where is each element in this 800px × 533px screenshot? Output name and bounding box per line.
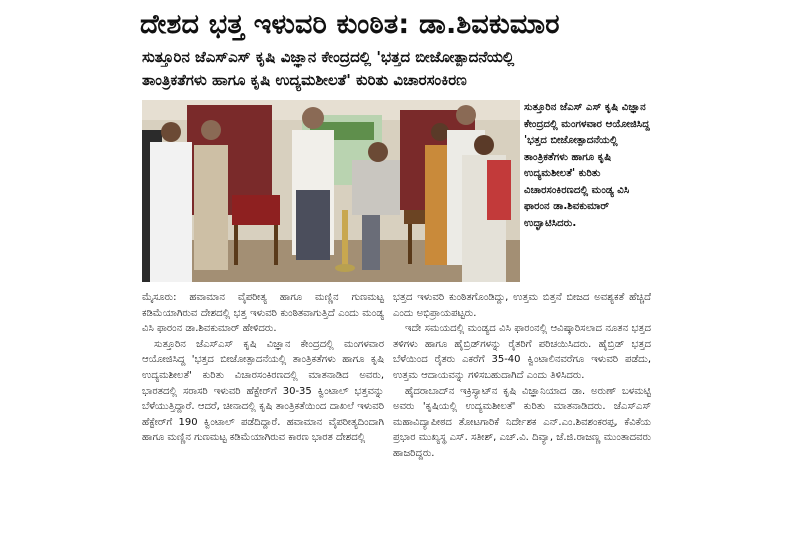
article-column-left — [142, 290, 384, 446]
article-paragraph: ಹೈದರಾಬಾದ್‌ನ ಇಕ್ರಿಸ್ಯಾಟ್‌ನ ಕೃಷಿ ವಿಜ್ಞಾನಿಯಾದ ಡಾ. ಅರುಣ್ ಬಳಮಟ್ಟಿ ಅವರು 'ಕೃಷಿಯಲ್ಲಿ ಉದ್ಯಮಶೀಲತೆ' ಕುರಿತು ಮಾತನಾಡಿದರು. ಜೆಎಸ್‌ಎಸ್ ಮಹಾವಿದ್ಯಾಪೀಠದ ತೋಟಗಾರಿಕೆ ನಿರ್ದೇಶಕ ಎನ್.ಎಂ.ಶಿವಶಂಕರಪ್ಪ, ಕೆವಿಕೆಯ ಪ್ರಭಾರ ಮುಖ್ಯಸ್ಥ ಎಸ್. ಸತೀಶ್, ಎಚ್.ವಿ. ದಿವ್ಯಾ, ಜೆ.ಜಿ.ರಾಜಣ್ಣ ಮುಂತಾದವರು ಹಾಜರಿದ್ದರು. — [393, 385, 651, 459]
subheadline-line-2: ತಾಂತ್ರಿಕತೆಗಳು ಹಾಗೂ ಕೃಷಿ ಉದ್ಯಮಶೀಲತೆ' ಕುರಿತು ವಿಚಾರಸಂಕಿರಣ — [142, 71, 467, 89]
article-subheadline — [142, 46, 662, 92]
photo-caption: ಸುತ್ತೂರಿನ ಜೆಎಸ್ ಎಸ್ ಕೃಷಿ ವಿಜ್ಞಾನ ಕೇಂದ್ರದಲ್ಲಿ ಮಂಗಳವಾರ ಆಯೋಜಿಸಿದ್ದ 'ಭತ್ತದ ಬೀಜೋತ್ಪಾದನೆಯಲ್ಲಿ ತಾಂತ್ರಿಕತೆಗಳು ಹಾಗೂ ಕೃಷಿ ಉದ್ಯಮಶೀಲತೆ' ಕುರಿತು ವಿಚಾರಸಂಕಿರಣದಲ್ಲಿ ಮಂಡ್ಯ ವಿಸಿ ಫಾರಂನ ಡಾ.ಶಿವಕುಮಾರ್ ಉದ್ಘಾಟಿಸಿದರು. — [524, 102, 650, 229]
article-headline: ದೇಶದ ಭತ್ತ ಇಳುವರಿ ಕುಂಠಿತ: ಡಾ.ಶಿವಕುಮಾರ — [140, 9, 560, 40]
article-paragraph: ಇದೇ ಸಮಯದಲ್ಲಿ ಮಂಡ್ಯದ ವಿಸಿ ಫಾರಂನಲ್ಲಿ ಆವಿಷ್ಕಾರಿಸಲಾದ ನೂತನ ಭತ್ತದ ತಳಿಗಳು ಹಾಗೂ ಹೈಬ್ರಿಡ್‌ಗಳನ್ನು ರೈತರಿಗೆ ಪರಿಚಯಿಸಿದರು. ಹೈಬ್ರಿಡ್ ಭತ್ತದ ಬೆಳೆಯಿಂದ ರೈತರು ಎಕರೆಗೆ 35-40 ಕ್ವಿಂಟಾಲಿನವರೆಗೂ ಇಳುವರಿ ಪಡೆದು, ಉತ್ತಮ ಆದಾಯವನ್ನು ಗಳಿಸಬಹುದಾಗಿದೆ ಎಂದು ತಿಳಿಸಿದರು. — [393, 323, 651, 381]
article-paragraph: ಮೈಸೂರು: ಹವಾಮಾನ ವೈಪರೀತ್ಯ ಹಾಗೂ ಮಣ್ಣಿನ ಗುಣಮಟ್ಟ ಕಡಿಮೆಯಾಗಿರುವ ದೇಶದಲ್ಲಿ ಭತ್ತ ಇಳುವರಿ ಕುಂಠಿತವಾಗುತ್ತಿದೆ ಎಂದು ಮಂಡ್ಯ ವಿಸಿ ಫಾರಂನ ಡಾ.ಶಿವಕುಮಾರ್ ಹೇಳಿದರು. — [142, 292, 384, 335]
subheadline-line-1: ಸುತ್ತೂರಿನ ಜೆಎಸ್‌ಎಸ್ ಕೃಷಿ ವಿಜ್ಞಾನ ಕೇಂದ್ರದಲ್ಲಿ 'ಭತ್ತದ ಬೀಜೋತ್ಪಾದನೆಯಲ್ಲಿ — [142, 48, 515, 66]
article-paragraph: ಸುತ್ತೂರಿನ ಜೆಎಸ್‌ಎಸ್ ಕೃಷಿ ವಿಜ್ಞಾನ ಕೇಂದ್ರದಲ್ಲಿ ಮಂಗಳವಾರ ಆಯೋಜಿಸಿದ್ದ 'ಭತ್ತದ ಬೀಜೋತ್ಪಾದನೆಯಲ್ಲಿ ತಾಂತ್ರಿಕತೆಗಳು ಹಾಗೂ ಕೃಷಿ ಉದ್ಯಮಶೀಲತೆ' ಕುರಿತು ವಿಚಾರಸಂಕಿರಣದಲ್ಲಿ ಮಾತನಾಡಿದ ಅವರು, ಭಾರತದಲ್ಲಿ ಸರಾಸರಿ ಇಳುವರಿ ಹೆಕ್ಟೇರ್‌ಗೆ 30-35 ಕ್ವಿಂಟಾಲ್ ಭತ್ತವನ್ನು ಬೆಳೆಯುತ್ತಿದ್ದಾರೆ. ಆದರೆ, ಚೀನಾದಲ್ಲಿ ಕೃಷಿ ತಾಂತ್ರಿಕತೆಯಿಂದ ದಾಖಲೆ ಇಳುವರಿ ಹೆಕ್ಟೇರ್‌ಗೆ 190 ಕ್ವಿಂಟಾಲ್ ಪಡೆದಿದ್ದಾರೆ. ಹವಾಮಾನ ವೈಪರೀತ್ಯದಿಂದಾಗಿ ಹಾಗೂ ಮಣ್ಣಿನ ಗುಣಮಟ್ಟ ಕಡಿಮೆಯಾಗಿರುವ ಕಾರಣ ಭಾರತ ದೇಶದಲ್ಲಿ — [142, 338, 384, 444]
article-column-right — [393, 290, 651, 462]
event-photo — [142, 100, 520, 282]
event-photo-illustration — [142, 100, 520, 282]
article-paragraph: ಭತ್ತದ ಇಳುವರಿ ಕುಂಠಿತಗೊಂಡಿದ್ದು, ಉತ್ತಮ ಬಿತ್ತನೆ ಬೀಜದ ಅವಶ್ಯಕತೆ ಹೆಚ್ಚಿದೆ ಎಂದು ಅಭಿಪ್ರಾಯಪಟ್ಟರು. — [393, 292, 651, 319]
